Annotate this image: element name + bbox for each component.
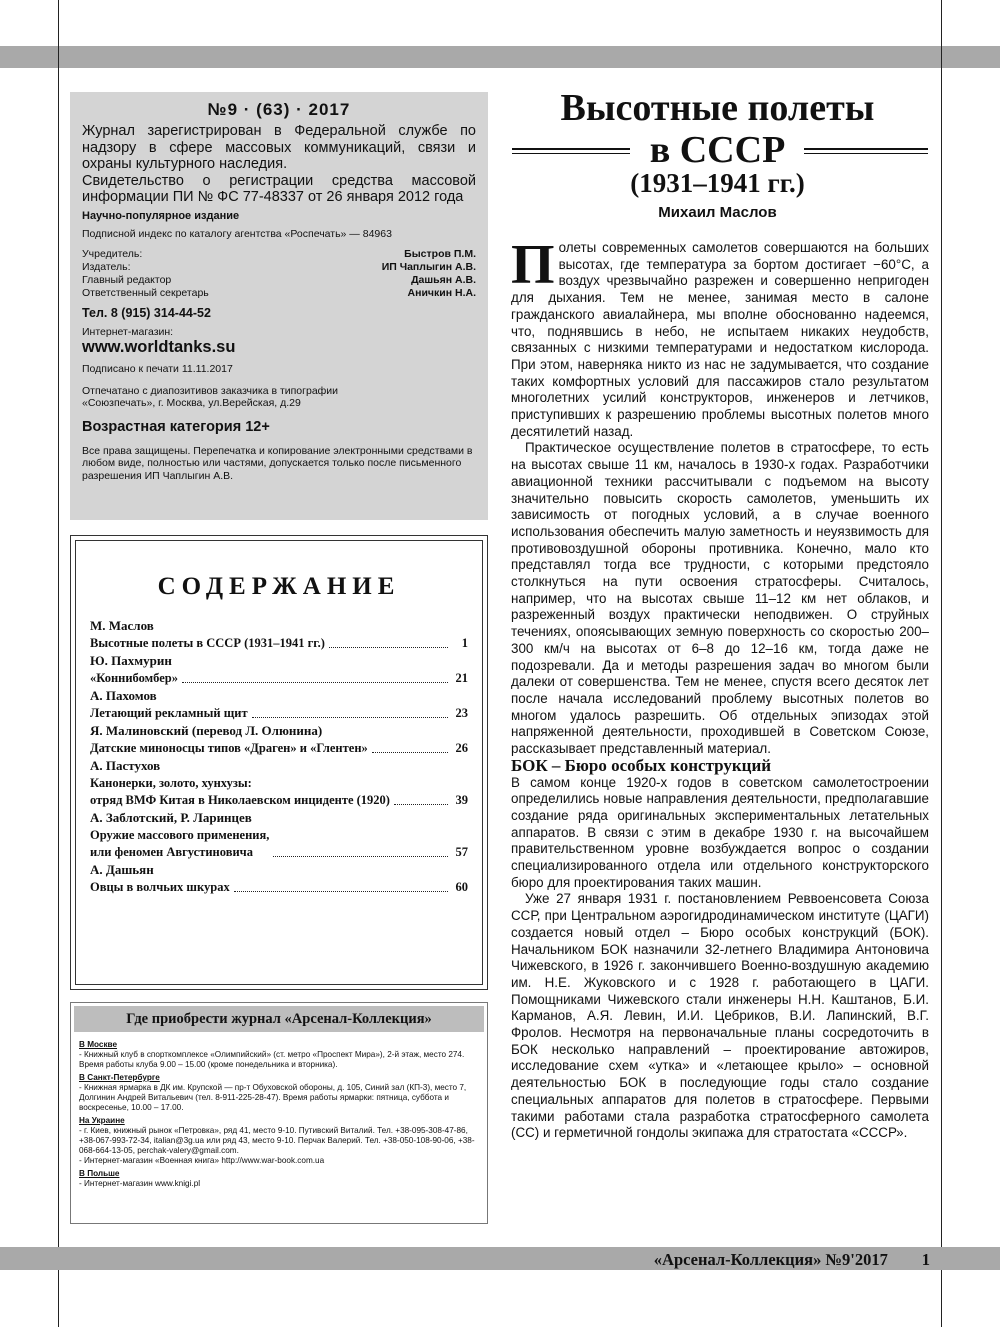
toc-leader — [329, 647, 448, 648]
toc-leader — [252, 717, 448, 718]
toc-entry[interactable] — [90, 775, 468, 809]
toc-page: 57 — [455, 845, 468, 859]
contents-box — [70, 535, 488, 990]
article-author: Михаил Маслов — [658, 204, 777, 221]
toc-entry[interactable] — [90, 705, 468, 722]
toc-page: 60 — [455, 880, 468, 894]
staff-row — [82, 261, 476, 274]
buy-city: На Украине — [79, 1116, 125, 1125]
staff-role: Главный редактор — [82, 273, 172, 286]
signed-date: Подписано к печати 11.11.2017 — [82, 363, 233, 375]
paragraph-1 — [511, 234, 929, 440]
toc-title: «Коннибомбер» — [90, 671, 178, 685]
toc-leader — [234, 891, 448, 892]
toc-title: Канонерки, золото, хунхузы: отряд ВМФ Китая в Николаевском инциденте (1920) — [90, 776, 390, 807]
top-band — [0, 46, 1000, 68]
toc-author: А. Заблотский, Р. Ларинцев — [90, 810, 252, 825]
toc-entry[interactable] — [90, 670, 468, 687]
shop-label: Интернет-магазин: — [82, 325, 174, 338]
staff-row — [82, 287, 476, 300]
website-link[interactable]: www.worldtanks.su — [82, 338, 236, 356]
staff-row — [82, 248, 476, 261]
article-title-line1: Высотные полеты — [560, 87, 875, 129]
toc-leader — [182, 682, 448, 683]
toc-entry[interactable] — [90, 827, 468, 861]
certificate-text: Свидетельство о регистрации средства массовой информации ПИ № ФС 77-48337 от 26 января 2012 года — [82, 172, 476, 205]
toc-title: Датские миноносцы типов «Драген» и «Глентен» — [90, 741, 368, 755]
staff-name: Быстров П.М. — [404, 247, 476, 260]
toc-author: Я. Малиновский (перевод Л. Олюнина) — [90, 723, 323, 738]
title-rule-right — [804, 148, 928, 154]
rights-text: Все права защищены. Перепечатка и копирование электронными средствами в любом виде, полностью или частями, допускается только после письменного разрешения ИП Чаплыгин А.В. — [82, 444, 473, 482]
staff-row — [82, 274, 476, 287]
toc-entry[interactable] — [90, 879, 468, 896]
toc-title: Летающий рекламный щит — [90, 706, 248, 720]
toc-page: 1 — [461, 636, 468, 650]
toc-page: 21 — [455, 671, 468, 685]
staff-role: Ответственный секретарь — [82, 286, 209, 299]
toc-author: М. Маслов — [90, 618, 154, 633]
trim-line-right — [941, 0, 942, 1327]
where-to-buy-list — [71, 1035, 487, 1189]
paragraph-1-text: олеты современных самолетов совершаются на больших высотах, где температура за бортом достигает −60°С, а воздух чрезвычайно разрежен и совершенно непригоден для дыхания. Тем не менее, занимая место в салоне гражданского авиалайнера, мы вполне обоснованно надеемся, что, поднявшись в небо, не испытаем никаких неудобств, связанных с низкими температурами и недостатком кислорода. При этом, наверняка никто из нас не задумывается, что создание таких комфортных условий для пассажиров стало результатом многолетних усилий конструкторов, инженеров и летчиков, приступивших к разрешению проблемы высотных полетов много десятилетий назад. — [511, 240, 929, 439]
paragraph-4: Уже 27 января 1931 г. постановлением Реввоенсовета Союза ССР, при Центральном аэрогидродинамическом институте (ЦАГИ) создается новый отдел – Бюро особых конструкций (БОК). Начальником БОК назначили 32-летнего Владимира Антоновича Чижевского, в 1926 г. закончившего Военно-воздушную академию им. Н.Е. Жуковского и с 1928 г. работающего в ЦАГИ. Помощниками Чижевского стали инженеры Н.Н. Каштанов, Б.И. Карманов, А.Я. Левин, И.И. Цебриков, В.И. Лапинский, В.Г. Фролов. Несмотря на первоначальные планы сосредоточить в БОК несколько направлений – проектирование автожиров, исследование схем «утка» и «летающее крыло» – основной деятельностью БОК в последующие годы стало создание специальных аппаратов для полетов в стратосфере. Первыми такими работами стала разработка стратосферного самолета (СС) и герметичной гондолы экипажа для стратостата «СССР». — [511, 891, 929, 1141]
toc-author: А. Пастухов — [90, 758, 161, 773]
toc-author: Ю. Пахмурин — [90, 653, 172, 668]
toc-entry[interactable] — [90, 635, 468, 652]
article-title-line2: в СССР — [649, 129, 786, 171]
buy-city: В Санкт-Петербурге — [79, 1073, 160, 1082]
staff-role: Учредитель: — [82, 247, 143, 260]
toc-leader — [273, 856, 448, 857]
contents-title: СОДЕРЖАНИЕ — [157, 573, 401, 600]
popular-label: Научно-популярное издание — [82, 209, 240, 222]
toc-leader — [394, 804, 448, 805]
toc-title: Высотные полеты в СССР (1931–1941 гг.) — [90, 636, 325, 650]
phone: Тел. 8 (915) 314-44-52 — [82, 305, 211, 320]
buy-city: В Москве — [79, 1040, 118, 1049]
toc-author: А. Пахомов — [90, 688, 157, 703]
toc-title: Оружие массового применения, или феномен Августиновича — [90, 828, 270, 859]
buy-location-text: - Интернет-магазин www.knigi.pl — [79, 1179, 201, 1188]
toc-leader — [372, 752, 448, 753]
toc-page: 26 — [455, 741, 468, 755]
issue-number: №9 · (63) · 2017 — [207, 100, 351, 119]
age-category: Возрастная категория 12+ — [82, 418, 270, 435]
staff-name: ИП Чаплыгин А.В. — [381, 260, 476, 273]
toc-page: 23 — [455, 706, 468, 720]
toc-page: 39 — [455, 793, 468, 807]
imprint-box — [70, 92, 488, 520]
buy-city: В Польше — [79, 1169, 120, 1178]
buy-location-text: - г. Киев, книжный рынок «Петровка», ряд 41, место 9-10. Путивский Виталий. Тел. +38-095-308-47-86, +38-067-993-72-34, italian@3g.ua или ряд 43, место 9-10. Перчак Валерий. Тел. +38-050-108-90-06, +38-068-664-13-05, perchak-valery@gmail.com. - Интернет-магазин «Военная книга» http://www.war-book.com.ua — [79, 1126, 475, 1165]
where-to-buy-title: Где приобрести журнал «Арсенал-Коллекция» — [74, 1006, 484, 1032]
toc-title: Овцы в волчьих шкурах — [90, 880, 230, 894]
section-heading: БОК – Бюро особых конструкций — [511, 755, 772, 775]
footer-running-title — [590, 1248, 930, 1271]
staff-list — [82, 248, 476, 300]
where-to-buy-box — [70, 1002, 488, 1224]
subscription-text: Подписной индекс по каталогу агентства «Роспечать» — 84963 — [82, 228, 392, 240]
article-body — [511, 234, 929, 1142]
toc-author: А. Дашьян — [90, 862, 154, 877]
staff-name: Дашьян А.В. — [411, 273, 476, 286]
paragraph-2: Практическое осуществление полетов в стратосфере, то есть на высотах свыше 11 км, началось в 1930-х годах. Разработчики авиационной техники рассчитывали с подъемом на высоту значительно повысить скорость самолетов, уменьшить их зависимость от погодных условий, а в случае военного использования обеспечить малую заметность и неуязвимость для противовоздушной обороны противника. Конечно, мало кто представлял тогда все трудности, с которыми предстояло столкнуться на пути освоения стратосферы. Считалось, например, что на высотах свыше 11–12 км нет облаков, и разреженный воздух практически неподвижен. О струйных течениях, опоясывающих земную поверхность со скоростью 200–300 км/ч на высотах от 6–8 до 12–16 км, тогда даже не подозревали. Да и методы разрешения задач во многом были далеки от совершенства. Тем не менее, спустя всего десяток лет после начала исследований проблему высотных полетов во многом удалось разрешить. Об отдельных эпизодах этой напряженной деятельности, проходившей в Советском Союзе, рассказывает представленный материал. — [511, 440, 929, 757]
toc-list — [90, 617, 468, 896]
toc-entry[interactable] — [90, 740, 468, 757]
footer-magazine: «Арсенал-Коллекция» №9'2017 — [653, 1250, 888, 1269]
buy-location-text: - Книжный клуб в спорткомплексе «Олимпийский» (ст. метро «Проспект Мира»), 2-й этаж, место 274. Время работы клуба 9.00 – 15.00 (кроме понедельника и вторника). — [79, 1050, 465, 1069]
staff-role: Издатель: — [82, 260, 131, 273]
article-title-line3: (1931–1941 гг.) — [630, 168, 805, 198]
trim-line-left — [58, 0, 59, 1327]
staff-name: Аничкин Н.А. — [407, 286, 476, 299]
page-number: 1 — [921, 1250, 930, 1269]
drop-cap: П — [511, 234, 555, 296]
paragraph-3: В самом конце 1920-х годов в советском самолетостроении определились новые направления деятельности, предполагавшие создание ряда оригинальных экспериментальных летательных аппаратов. В связи с этим в декабре 1930 г. на высочайшем правительственном уровне возбуждается вопрос о создании специализированного отдела или отдельного конструкторского бюро для проектирования таких машин. — [511, 774, 929, 890]
buy-location-text: - Книжная ярмарка в ДК им. Крупской — пр-т Обуховской обороны, д. 105, Синий зал (КП-3), место 7, Долгинин Андрей Витальевич (тел. 8-911-225-28-47). Время работы ярмарки: пятница, суббота и воскресенье, 10.00 – 17.00. — [79, 1083, 467, 1112]
registration-text: Журнал зарегистрирован в Федеральной службе по надзору в сфере массовых коммуникаций, связи и охраны культурного наследия. — [82, 123, 476, 172]
printed-text: Отпечатано с диапозитивов заказчика в типографии «Союзпечать», г. Москва, ул.Верейская, д.29 — [82, 384, 339, 409]
